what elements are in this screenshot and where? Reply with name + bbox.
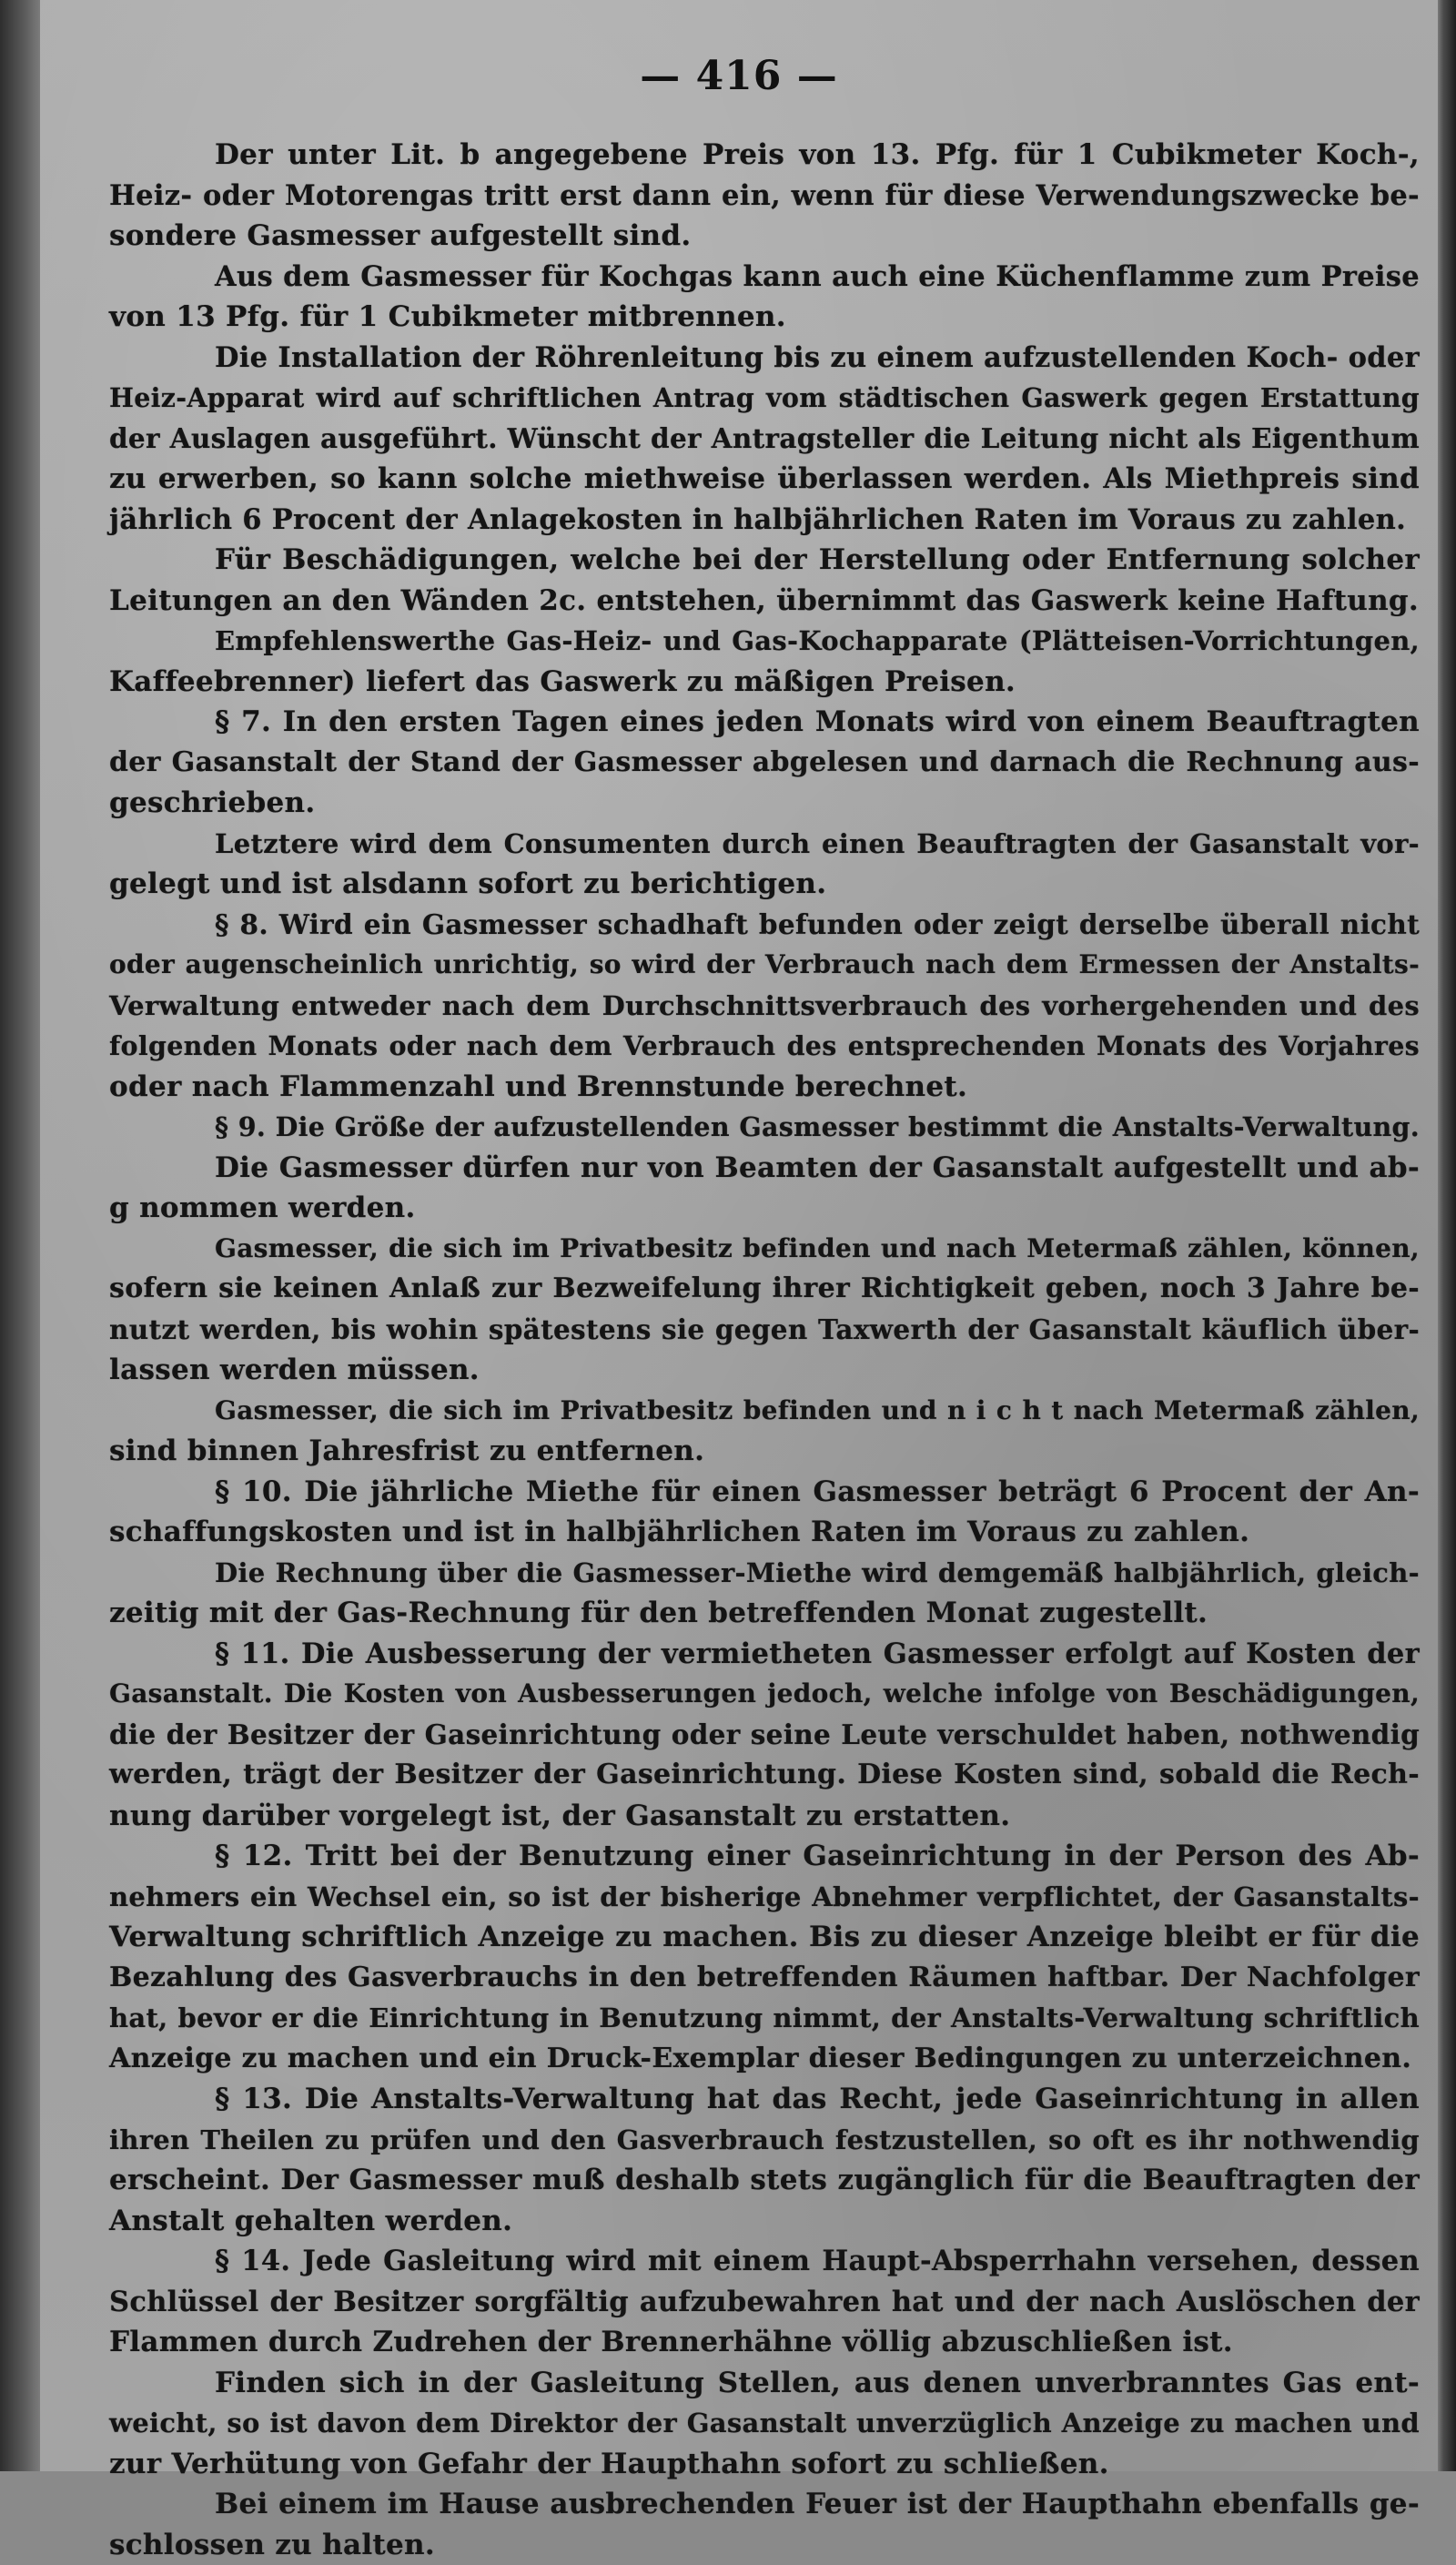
text-line: Bezahlung des Gasverbrauchs in den betreffenden Räumen haftbar. Der Nachfolger	[109, 1958, 1420, 1999]
text-line: der Gasanstalt der Stand der Gasmesser abgelesen und darnach die Rechnung aus-	[109, 743, 1420, 784]
text-line: § 14. Jede Gasleitung wird mit einem Haupt-Absperrhahn versehen, dessen	[109, 2241, 1420, 2282]
scan-edge-left	[0, 0, 40, 2471]
text-line: Gasmesser, die sich im Privatbesitz befinden und nach Metermaß zählen, können,	[109, 1229, 1420, 1270]
text-line: Heiz-Apparat wird auf schriftlichen Antrag vom städtischen Gaswerk gegen Erstattung	[109, 378, 1420, 419]
text-line: zu erwerben, so kann solche miethweise überlassen werden. Als Miethpreis sind	[109, 459, 1420, 500]
text-line: sofern sie keinen Anlaß zur Bezweifelung ihrer Richtigkeit geben, noch 3 Jahre be-	[109, 1269, 1420, 1310]
text-line: schlossen zu halten.	[109, 2525, 1420, 2565]
text-line: gelegt und ist alsdann sofort zu berichtigen.	[109, 864, 1420, 905]
text-line: Bei einem im Hause ausbrechenden Feuer ist der Haupthahn ebenfalls ge-	[109, 2484, 1420, 2525]
text-line: werden, trägt der Besitzer der Gaseinrichtung. Diese Kosten sind, sobald die Rech-	[109, 1755, 1420, 1796]
text-line: § 7. In den ersten Tagen eines jeden Monats wird von einem Beauftragten	[109, 702, 1420, 743]
text-line: § 9. Die Größe der aufzustellenden Gasmesser bestimmt die Anstalts-Verwaltung.	[109, 1107, 1420, 1148]
text-line: Kaffeebrenner) liefert das Gaswerk zu mäßigen Preisen.	[109, 662, 1420, 703]
text-line: Letztere wird dem Consumenten durch einen Beauftragten der Gasanstalt vor-	[109, 824, 1420, 865]
text-line: Flammen durch Zudrehen der Brennerhähne völlig abzuschließen ist.	[109, 2322, 1420, 2363]
text-line: Verwaltung schriftlich Anzeige zu machen. Bis zu dieser Anzeige bleibt er für die	[109, 1917, 1420, 1958]
text-line: die der Besitzer der Gaseinrichtung oder seine Leute verschuldet haben, nothwendig	[109, 1715, 1420, 1756]
text-line: Finden sich in der Gasleitung Stellen, aus denen unverbranntes Gas ent-	[109, 2363, 1420, 2404]
text-line: oder augenscheinlich unrichtig, so wird der Verbrauch nach dem Ermessen der Anstalts-	[109, 945, 1420, 986]
text-line: Gasmesser, die sich im Privatbesitz befinden und n i c h t nach Metermaß zählen,	[109, 1391, 1420, 1432]
text-line: nung darüber vorgelegt ist, der Gasanstalt zu erstatten.	[109, 1796, 1420, 1837]
text-line: § 10. Die jährliche Miethe für einen Gasmesser beträgt 6 Procent der An-	[109, 1472, 1420, 1513]
text-line: nehmers ein Wechsel ein, so ist der bisherige Abnehmer verpflichtet, der Gasanstalts-	[109, 1877, 1420, 1918]
text-line: Verwaltung entweder nach dem Durchschnittsverbrauch des vorhergehenden und des	[109, 986, 1420, 1027]
text-line: § 12. Tritt bei der Benutzung einer Gaseinrichtung in der Person des Ab-	[109, 1836, 1420, 1877]
text-line: Anzeige zu machen und ein Druck-Exemplar dieser Bedingungen zu unterzeichnen.	[109, 2039, 1420, 2080]
text-line: zeitig mit der Gas-Rechnung für den betreffenden Monat zugestellt.	[109, 1593, 1420, 1634]
text-line: ihren Theilen zu prüfen und den Gasverbrauch festzustellen, so oft es ihr nothwendig	[109, 2120, 1420, 2161]
text-line: Leitungen an den Wänden 2c. entstehen, übernimmt das Gaswerk keine Haftung.	[109, 581, 1420, 622]
text-line: von 13 Pfg. für 1 Cubikmeter mitbrennen.	[109, 297, 1420, 338]
text-line: Heiz- oder Motorengas tritt erst dann ein, wenn für diese Verwendungszwecke be-	[109, 176, 1420, 217]
text-line: Die Installation der Röhrenleitung bis zu einem aufzustellenden Koch- oder	[109, 338, 1420, 379]
text-line: der Auslagen ausgeführt. Wünscht der Antragsteller die Leitung nicht als Eigenthum	[109, 419, 1420, 460]
text-line: erscheint. Der Gasmesser muß deshalb stets zugänglich für die Beauftragten der	[109, 2160, 1420, 2201]
text-line: geschrieben.	[109, 783, 1420, 824]
text-line: Empfehlenswerthe Gas-Heiz- und Gas-Kochapparate (Plätteisen-Vorrichtungen,	[109, 621, 1420, 662]
text-line: Die Gasmesser dürfen nur von Beamten der Gasanstalt aufgestellt und ab-	[109, 1148, 1420, 1189]
text-line: hat, bevor er die Einrichtung in Benutzung nimmt, der Anstalts-Verwaltung schriftlich	[109, 1998, 1420, 2039]
text-line: oder nach Flammenzahl und Brennstunde berechnet.	[109, 1067, 1420, 1108]
text-line: Aus dem Gasmesser für Kochgas kann auch eine Küchenflamme zum Preise	[109, 257, 1420, 298]
text-line: § 11. Die Ausbesserung der vermietheten Gasmesser erfolgt auf Kosten der	[109, 1634, 1420, 1675]
scan-edge-right	[1438, 0, 1456, 2471]
text-line: § 13. Die Anstalts-Verwaltung hat das Recht, jede Gaseinrichtung in allen	[109, 2079, 1420, 2120]
text-line: Der unter Lit. b angegebene Preis von 13. Pfg. für 1 Cubikmeter Koch-,	[109, 135, 1420, 176]
text-line: zur Verhütung von Gefahr der Haupthahn sofort zu schließen.	[109, 2444, 1420, 2485]
text-line: weicht, so ist davon dem Direktor der Gasanstalt unverzüglich Anzeige zu machen und	[109, 2403, 1420, 2444]
text-line: Anstalt gehalten werden.	[109, 2201, 1420, 2242]
body-text	[109, 135, 1420, 2565]
text-line: jährlich 6 Procent der Anlagekosten in halbjährlichen Raten im Voraus zu zahlen.	[109, 500, 1420, 541]
page-number: — 416 —	[40, 53, 1438, 99]
text-line: sondere Gasmesser aufgestellt sind.	[109, 216, 1420, 257]
text-line: schaffungskosten und ist in halbjährlichen Raten im Voraus zu zahlen.	[109, 1512, 1420, 1553]
text-line: Die Rechnung über die Gasmesser-Miethe wird demgemäß halbjährlich, gleich-	[109, 1553, 1420, 1594]
text-line: Für Beschädigungen, welche bei der Herstellung oder Entfernung solcher	[109, 540, 1420, 581]
document-page	[40, 0, 1438, 2471]
text-line: Schlüssel der Besitzer sorgfältig aufzubewahren hat und der nach Auslöschen der	[109, 2282, 1420, 2323]
text-line: § 8. Wird ein Gasmesser schadhaft befunden oder zeigt derselbe überall nicht	[109, 905, 1420, 946]
text-line: sind binnen Jahresfrist zu entfernen.	[109, 1431, 1420, 1472]
text-line: lassen werden müssen.	[109, 1350, 1420, 1391]
text-line: folgenden Monats oder nach dem Verbrauch des entsprechenden Monats des Vorjahres	[109, 1026, 1420, 1067]
text-line: nutzt werden, bis wohin spätestens sie gegen Taxwerth der Gasanstalt käuflich über-	[109, 1310, 1420, 1351]
text-line: Gasanstalt. Die Kosten von Ausbesserungen jedoch, welche infolge von Beschädigungen,	[109, 1674, 1420, 1715]
text-line: g nommen werden.	[109, 1188, 1420, 1229]
